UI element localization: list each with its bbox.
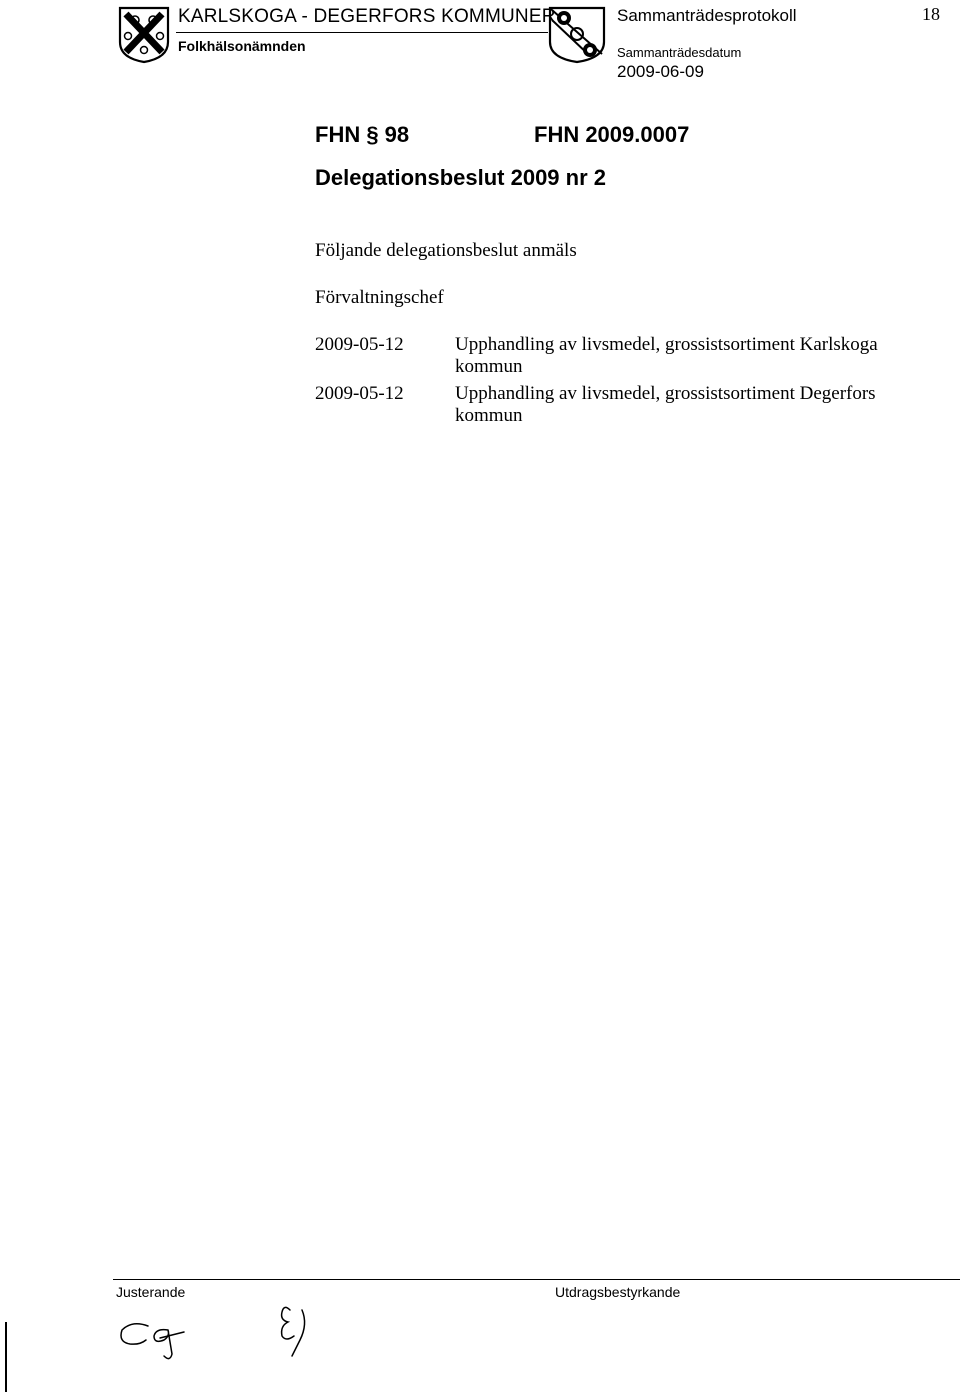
footer-utdrag-label: Utdragsbestyrkande (555, 1284, 681, 1300)
header-committee: Folkhälsonämnden (178, 38, 306, 54)
intro-text: Följande delegationsbeslut anmäls (315, 240, 577, 261)
degerfors-coat-of-arms-icon (548, 6, 606, 64)
footer-divider (113, 1279, 960, 1280)
entry-date: 2009-05-12 (315, 334, 404, 355)
karlskoga-coat-of-arms-icon (118, 6, 170, 64)
section-title: Delegationsbeslut 2009 nr 2 (315, 165, 606, 190)
entry-text: Upphandling av livsmedel, grossistsortiment Karlskoga kommun (455, 334, 878, 377)
header-organization: KARLSKOGA - DEGERFORS KOMMUNER (178, 6, 556, 27)
entry-date: 2009-05-12 (315, 383, 404, 404)
header-document-type: Sammanträdesprotokoll (617, 6, 797, 25)
header-date: 2009-06-09 (617, 62, 704, 81)
page-number: 18 (922, 4, 940, 24)
margin-mark (5, 1322, 7, 1392)
case-number: FHN 2009.0007 (534, 122, 690, 147)
header-divider (176, 32, 548, 33)
header-date-label: Sammanträdesdatum (617, 45, 742, 60)
entry-text: Upphandling av livsmedel, grossistsortiment Degerfors kommun (455, 383, 876, 426)
section-number: FHN § 98 (315, 122, 410, 147)
role-heading: Förvaltningschef (315, 287, 444, 308)
handwritten-signature (112, 1290, 352, 1390)
footer-justerande-label: Justerande (116, 1284, 186, 1300)
